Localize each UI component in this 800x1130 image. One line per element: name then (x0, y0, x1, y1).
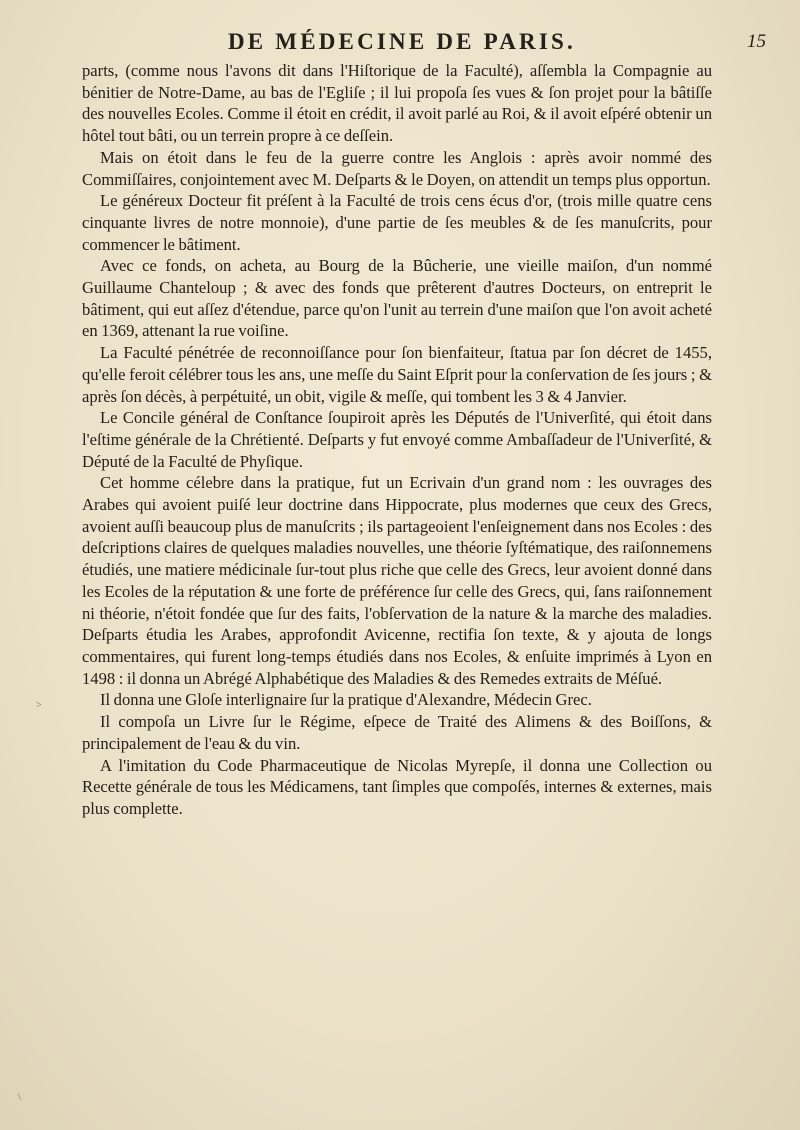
paragraph: La Faculté pénétrée de reconnoiſſance pour ſon bienfaiteur, ſtatua par ſon décret de 1455, qu'elle feroit célébrer tous les ans, une meſſe du Saint Eſprit pour la conſervation de ſes jours ; & après ſon décès, à perpétuité, un obit, vigile & meſſe, qui tombent les 3 & 4 Janvier. (82, 343, 712, 406)
paragraph: parts, (comme nous l'avons dit dans l'Hiſtorique de la Faculté), aſſembla la Compagnie au bénitier de Notre-Dame, au bas de l'Egliſe ; il lui propoſa ſes vues & ſon projet pour la bâtiſſe des nouvelles Ecoles. Comme il étoit en crédit, il avoit parlé au Roi, & il avoit eſpéré obtenir un hôtel tout bâti, ou un terrein propre à ce deſſein. (82, 61, 712, 146)
margin-mark: > (36, 700, 42, 711)
paragraph: Il compoſa un Livre ſur le Régime, eſpece de Traité des Alimens & des Boiſſons, & principalement de l'eau & du vin. (82, 712, 712, 753)
paragraph: Il donna une Gloſe interlignaire ſur la pratique d'Alexandre, Médecin Grec. (100, 690, 592, 710)
paragraph: Le Concile général de Conſtance ſoupiroit après les Députés de l'Univerſité, qui étoit dans l'eſtime générale de la Chrétienté. Deſparts y fut envoyé comme Ambaſſadeur de l'Univerſité, & Député de la Faculté de Phyſique. (82, 408, 712, 471)
paragraph: Mais on étoit dans le feu de la guerre contre les Anglois : après avoir nommé des Commiſſaires, conjointement avec M. Deſparts & le Doyen, on attendit un temps plus opportun. (82, 147, 712, 189)
paragraph: A l'imitation du Code Pharmaceutique de Nicolas Myrepſe, il donna une Collection ou Recette générale de tous les Médicamens, tant ſimples que compoſés, internes & externes, mais plus complette. (82, 755, 712, 818)
paragraph: Avec ce fonds, on acheta, au Bourg de la Bûcherie, une vieille maiſon, d'un nommé Guillaume Chanteloup ; & avec des fonds que prêterent d'autres Docteurs, on entreprit le bâtiment, qui eut aſſez d'étendue, parce qu'on l'unit au terrein d'une maiſon que l'on avoit acheté en 1369, attenant la rue voiſine. (82, 256, 712, 341)
page-number: 15 (747, 31, 766, 52)
margin-mark: \ (18, 1092, 21, 1103)
running-title: DE MÉDECINE DE PARIS. (228, 29, 576, 54)
body-text (82, 60, 712, 820)
running-head (0, 29, 800, 61)
paragraph: Cet homme célebre dans la pratique, fut un Ecrivain d'un grand nom : les ouvrages des Arabes qui avoient puiſé leur doctrine dans Hippocrate, plus modernes que ceux des Grecs, avoient auſſi beaucoup plus de manuſcrits ; ils partageoient l'enſeignement dans nos Ecoles : des deſcriptions claires de quelques maladies nouvelles, une théorie ſyſtématique, des raiſonnemens étudiés, une matiere médicinale ſur-tout plus riche que celle des Grecs, leur avoient donné dans les Ecoles de la réputation & une forte de préférence ſur celle des Grecs, qui, ſans raiſonnement ni théorie, n'étoit fondée que ſur des faits, l'obſervation de la nature & la marche des maladies. Deſparts étudia les Arabes, approfondit Avicenne, rectifia ſon texte, & y ajouta de longs commentaires, qui furent long-temps étudiés dans nos Ecoles, & enſuite imprimés à Lyon en 1498 : il donna un Abrégé Alphabétique des Maladies & des Remedes extraits de Méſué. (82, 473, 712, 688)
paragraph: Le généreux Docteur fit préſent à la Faculté de trois cens écus d'or, (trois mille quatre cens cinquante livres de notre monnoie), d'une partie de ſes meubles & de ſes manuſcrits, pour commencer le bâtiment. (82, 191, 712, 254)
